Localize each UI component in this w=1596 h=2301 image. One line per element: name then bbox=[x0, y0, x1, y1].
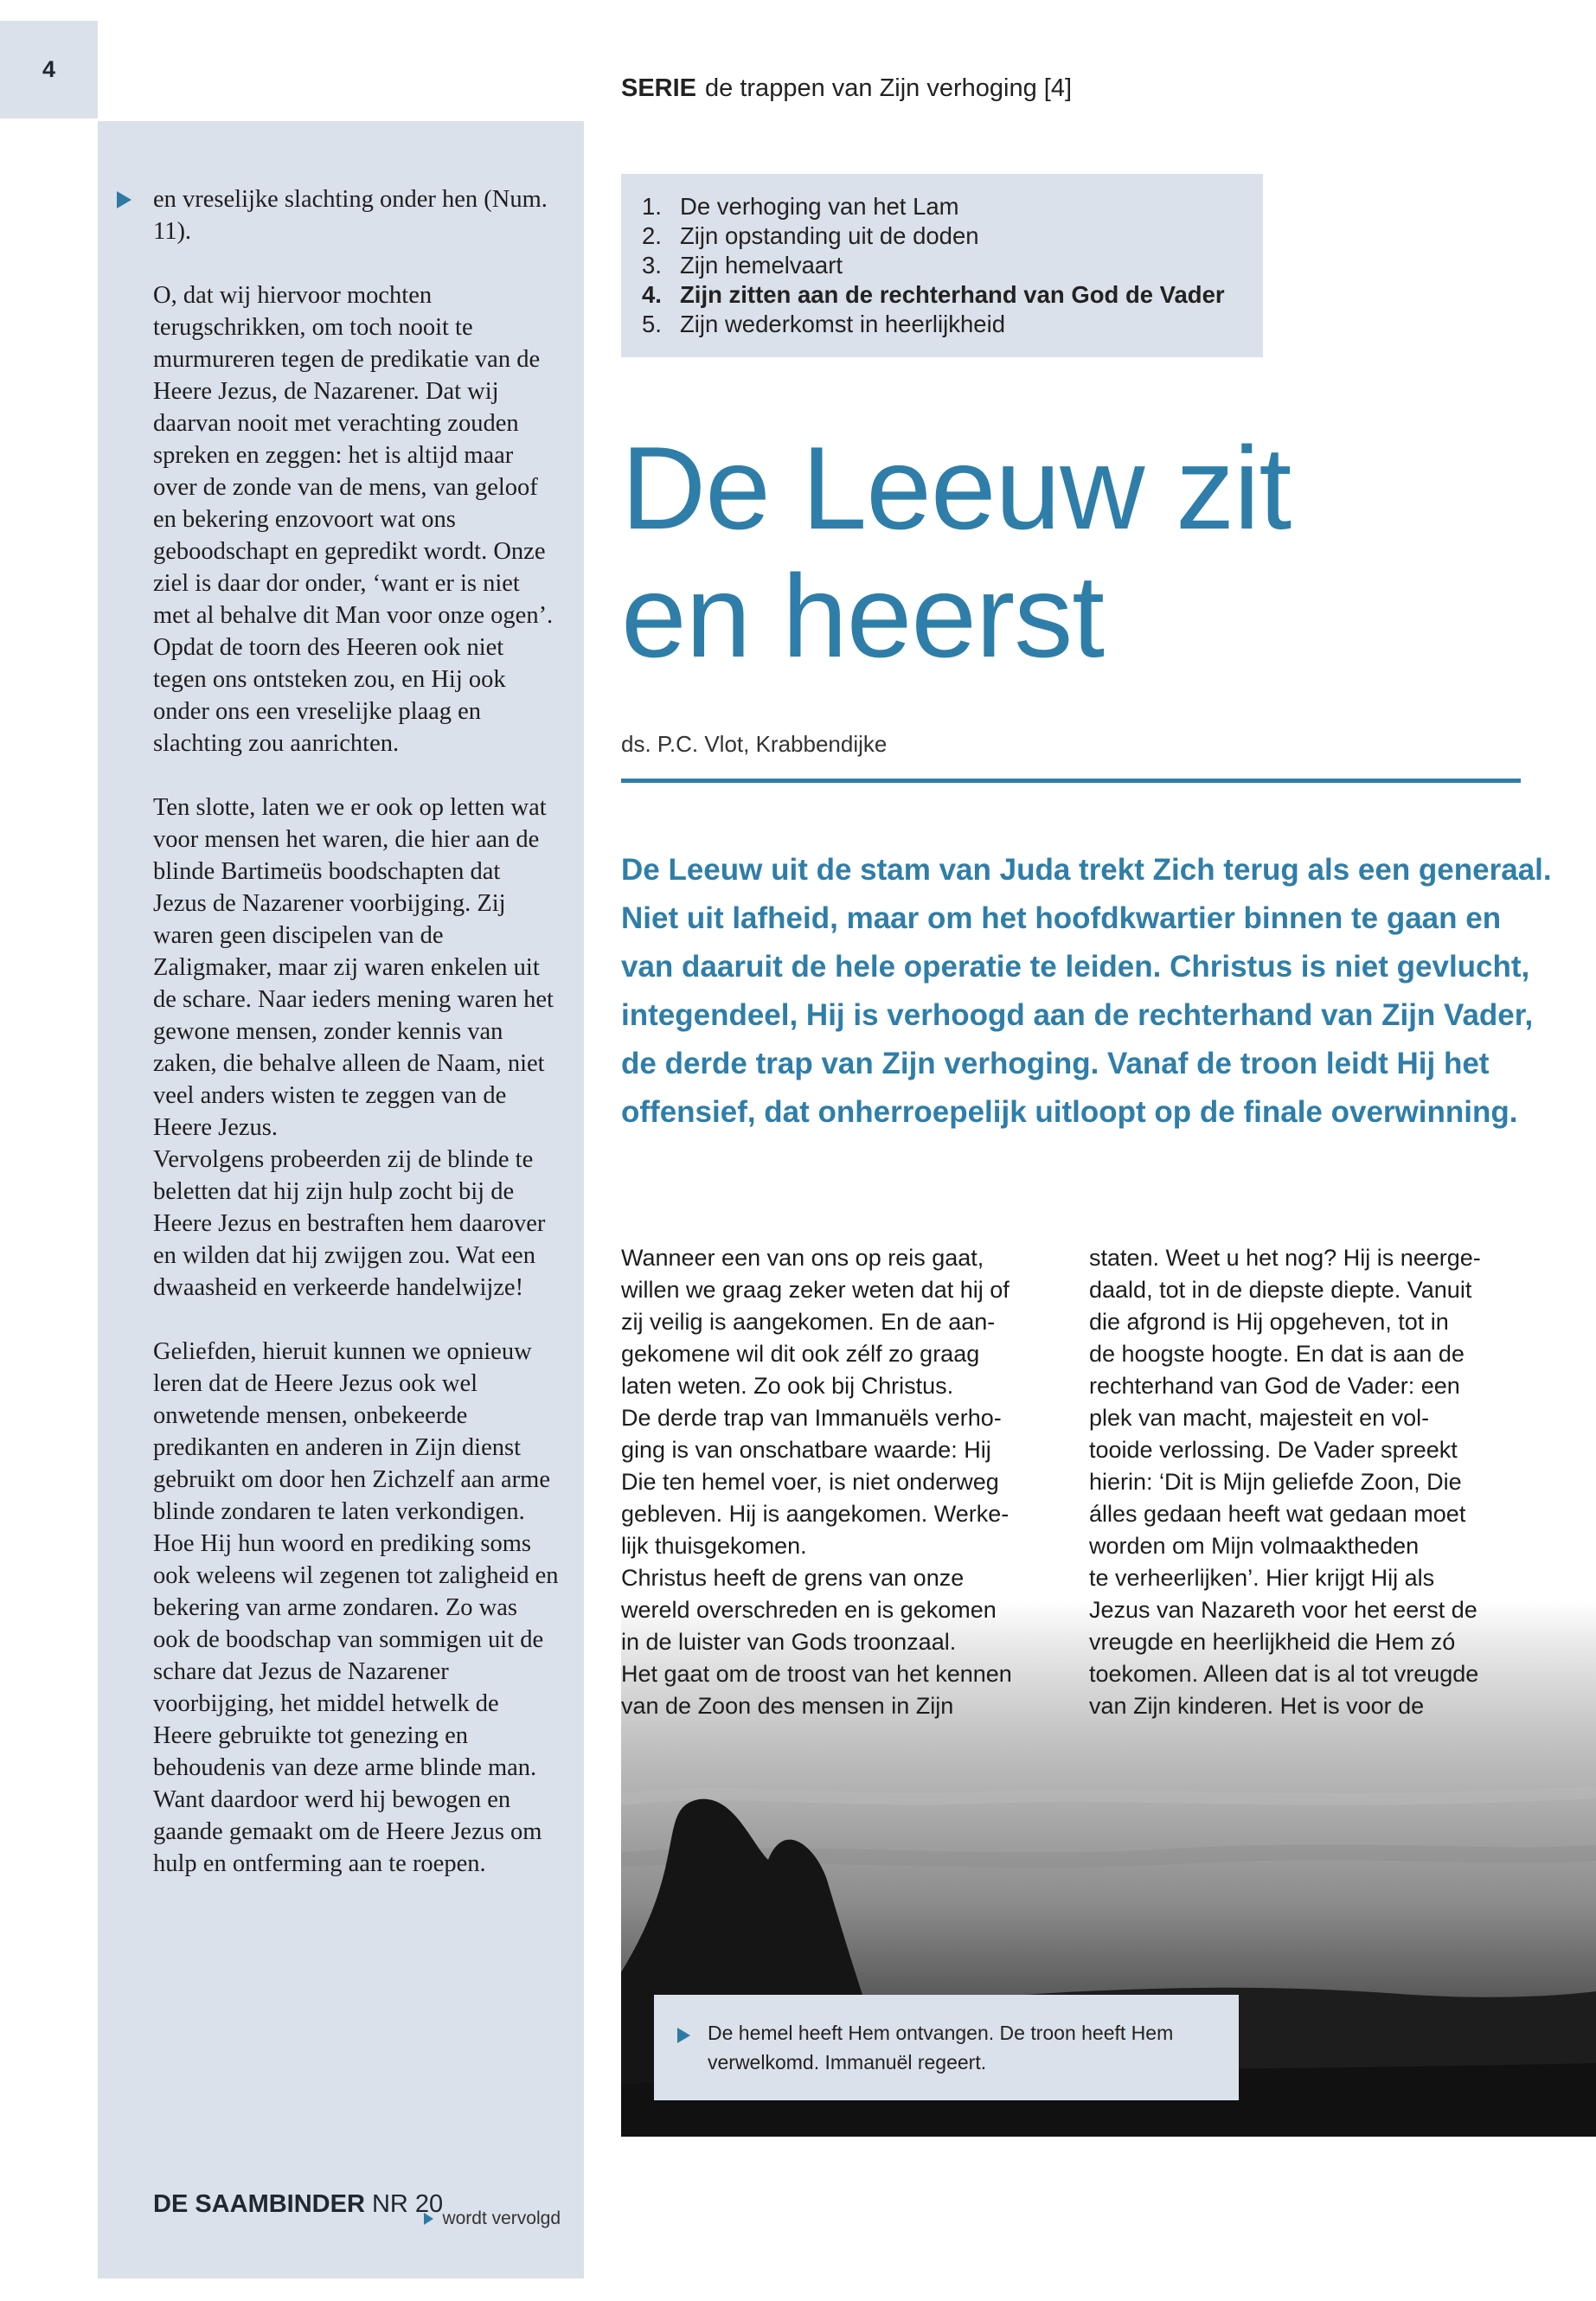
sidebar-paragraph: Ten slotte, laten we er ook op letten wat voor mensen het waren, die hier aan de blinde Bartimeüs boodschapten dat Jezus de Nazarener voorbijging. Zij waren geen discipelen van de Zaligmaker, maar zij waren enkelen uit de schare. Naar ieders mening waren het gewone mensen, zonder kennis van zaken, die behalve alleen de Naam, niet veel anders wisten te zeggen van de Heere Jezus. bbox=[153, 794, 554, 1141]
step-item: 1. De verhoging van het Lam bbox=[642, 193, 959, 220]
triangle-bullet-icon bbox=[677, 2028, 690, 2043]
sidebar-paragraph: Geliefden, hieruit kunnen we opnieuw leren dat de Heere Jezus ook wel onwetende mensen, onbekeerde predikanten en anderen in Zijn dienst gebruikt om door hen Zichzelf aan arme blinde zondaren te laten verkondigen. Hoe Hij hun woord en prediking soms ook weleens wil zegenen tot zaligheid en bekering van arme zondaren. Zo was ook de boodschap van sommigen uit de schare dat Jezus de Nazarener voorbijging, het middel hetwelk de Heere gebruikte tot genezing en behoudenis van deze arme blinde man. Want daardoor werd hij bewogen en gaande gemaakt om de Heere Jezus om hulp en ontferming aan te roepen. bbox=[153, 1338, 559, 1877]
article-column-right: staten. Weet u het nog? Hij is neerge- daald, tot in de diepste diepte. Vanuit die afgrond is Hij opgeheven, tot in de hoogste hoogte. En dat is aan de rechterhand van God de Vader: een plek van macht, majesteit en vol- tooide verlossing. De Vader spreekt hierin: ‘Dit is Mijn geliefde Zoon, Die álles gedaan heeft wat gedaan moet worden om Mijn volmaaktheden te verheerlijken’. Hier krijgt Hij als Jezus van Nazareth voor het eerst de vreugde en heerlijkheid die Hem zó toekomen. Alleen dat is al tot vreugde van Zijn kinderen. Het is voor de bbox=[1089, 1245, 1481, 1719]
series-steps-box bbox=[621, 174, 1263, 357]
triangle-bullet-icon bbox=[117, 191, 131, 208]
article-title: De Leeuw zit en heerst bbox=[621, 422, 1292, 682]
sidebar-paragraph: en vreselijke slachting onder hen (Num. 11). bbox=[153, 183, 560, 247]
photo-caption: De hemel heeft Hem ontvangen. De troon heeft Hem verwelkomd. Immanuël regeert. bbox=[654, 1995, 1239, 2100]
continued-note: wordt vervolgd bbox=[424, 2208, 561, 2229]
title-divider bbox=[621, 779, 1521, 783]
sidebar-text bbox=[153, 183, 560, 1880]
sidebar-paragraph: Vervolgens probeerden zij de blinde te beletten dat hij zijn hulp zocht bij de Heere Jezus en bestraften hem daarover en wilden dat hij zwijgen zou. Wat een dwaasheid en verkeerde handelwijze! bbox=[153, 1146, 546, 1301]
series-label: SERIE bbox=[621, 74, 697, 102]
article-author: ds. P.C. Vlot, Krabbendijke bbox=[621, 731, 888, 757]
page-number: 4 bbox=[0, 21, 98, 119]
magazine-name: DE SAAMBINDER bbox=[153, 2190, 365, 2218]
step-item: 2. Zijn opstanding uit de doden bbox=[642, 222, 979, 249]
article-column-left: Wanneer een van ons op reis gaat, willen we graag zeker weten dat hij of zij veilig is aangekomen. En de aan- gekomene wil dit ook zélf zo graag laten weten. Zo ook bij Christus. De derde trap van Immanuëls verho- ging is van onschatbare waarde: Hij Die ten hemel voer, is niet onderweg gebleven. Hij is aangekomen. Werke- lijk thuisgekomen. Christus heeft de grens van onze wereld overschreden en is gekomen in de luister van Gods troonzaal. Het gaat om de troost van het kennen van de Zoon des mensen in Zijn bbox=[621, 1245, 1012, 1719]
step-item: 5. Zijn wederkomst in heerlijkheid bbox=[642, 311, 1005, 337]
series-steps-list bbox=[642, 192, 1242, 339]
step-item-current: 4. Zijn zitten aan de rechterhand van God de Vader bbox=[642, 281, 1225, 308]
article-intro: De Leeuw uit de stam van Juda trekt Zich terug als een generaal. Niet uit lafheid, maar om het hoofdkwartier binnen te gaan en van daaruit de hele operatie te leiden. Christus is niet gevlucht, integendeel, Hij is verhoogd aan de rechterhand van Zijn Vader, de derde trap van Zijn verhoging. Vanaf de troon leidt Hij het offensief, dat onherroepelijk uitloopt op de finale overwinning. bbox=[621, 853, 1552, 1129]
series-title: de trappen van Zijn verhoging [4] bbox=[705, 74, 1073, 102]
magazine-footer bbox=[153, 2190, 443, 2219]
series-header bbox=[621, 74, 1072, 103]
step-item: 3. Zijn hemelvaart bbox=[642, 252, 843, 279]
sidebar-column bbox=[98, 121, 584, 2279]
sidebar-paragraph: O, dat wij hiervoor mochten terugschrikken, om toch nooit te murmureren tegen de predikatie van de Heere Jezus, de Nazarener. Dat wij daarvan nooit met verachting zouden spreken en zeggen: het is altijd maar over de zonde van de mens, van geloof en bekering enzovoort wat ons geboodschapt en gepredikt wordt. Onze ziel is daar dor onder, ‘want er is niet met al behalve dit Man voor onze ogen’. Opdat de toorn des Heeren ook niet tegen ons ontsteken zou, en Hij ook onder ons een vreselijke plaag en slachting zou aanrichten. bbox=[153, 282, 554, 757]
magazine-issue: NR 20 bbox=[371, 2190, 444, 2218]
